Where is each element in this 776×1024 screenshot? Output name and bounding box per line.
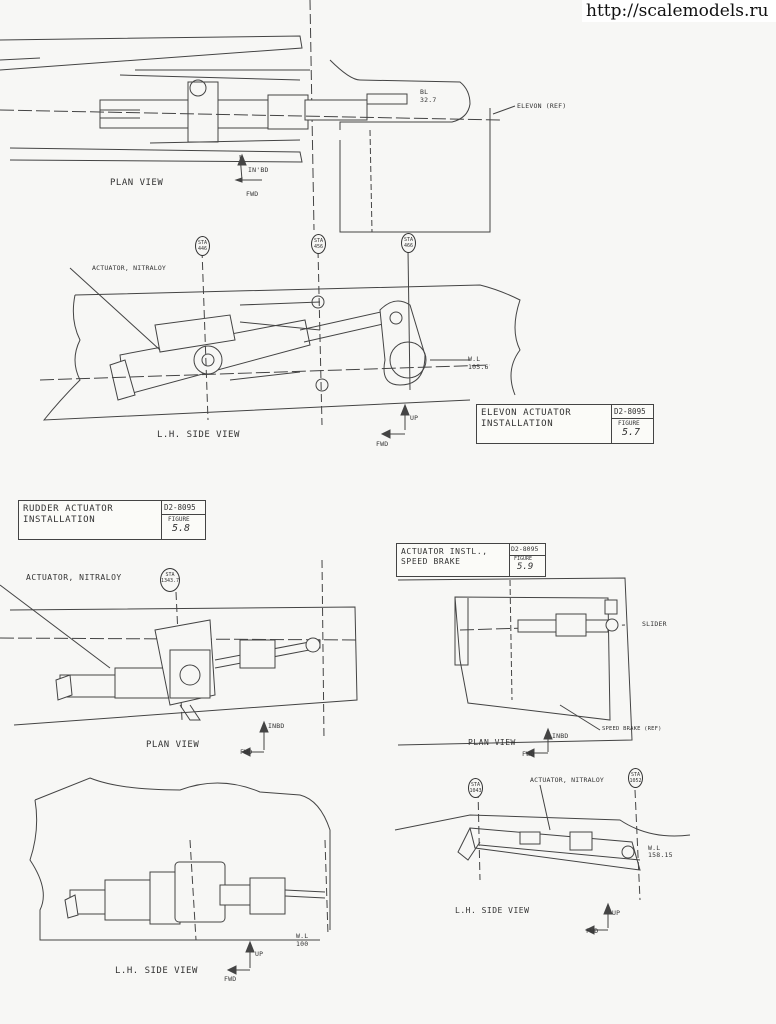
elevon-up-label: UP bbox=[410, 414, 419, 422]
speed-brake-title-text: ACTUATOR INSTL., SPEED BRAKE bbox=[401, 547, 488, 566]
rudder-actuator-label: ACTUATOR, NITRALOY bbox=[26, 573, 122, 582]
rudder-wl-label: W.L 100 bbox=[296, 932, 309, 948]
sta-1343-marker: STA 1343.7 bbox=[160, 568, 180, 592]
elevon-doc-number: D2-8095 bbox=[614, 407, 646, 416]
speed-brake-actuator-label: ACTUATOR, NITRALOY bbox=[530, 776, 605, 784]
speed-brake-figure-number: 5.9 bbox=[517, 562, 534, 572]
speed-brake-ref-label: SPEED BRAKE (REF) bbox=[602, 726, 662, 732]
rudder-side-view-drawing bbox=[30, 778, 330, 974]
speed-brake-side-view-label: L.H. SIDE VIEW bbox=[455, 906, 530, 915]
rudder-side-view-label: L.H. SIDE VIEW bbox=[115, 966, 198, 976]
rudder-fwd-label: FWD bbox=[240, 748, 253, 756]
elevon-fwd-side-label: FWD bbox=[376, 440, 389, 448]
speed-brake-plan-view-label: PLAN VIEW bbox=[468, 738, 516, 747]
sta-456-marker: STA 456 bbox=[311, 234, 326, 254]
elevon-figure-label: FIGURE bbox=[618, 420, 640, 427]
speed-brake-title-block bbox=[396, 543, 546, 577]
elevon-wl-label: W.L 105.6 bbox=[468, 355, 489, 371]
slider-label: SLIDER bbox=[642, 620, 667, 628]
elevon-ref-label: ELEVON (REF) bbox=[517, 102, 567, 110]
speed-brake-side-view-drawing bbox=[395, 785, 690, 934]
sta-1043-marker: STA 1043 bbox=[468, 778, 483, 798]
elevon-inbd-label: IN'BD bbox=[248, 166, 269, 174]
speed-brake-fwd-side-label: FWD bbox=[586, 927, 599, 935]
speed-brake-wl-label: W.L 158.15 bbox=[648, 844, 673, 859]
rudder-title-block bbox=[18, 500, 206, 540]
rudder-title-text: RUDDER ACTUATOR INSTALLATION bbox=[23, 504, 114, 525]
elevon-fwd-label: FWD bbox=[246, 190, 259, 198]
speed-brake-figure-label: FIGURE bbox=[514, 556, 533, 562]
rudder-figure-number: 5.8 bbox=[172, 523, 191, 534]
sta-466-marker: STA 466 bbox=[401, 233, 416, 253]
rudder-fwd-side-label: FWD bbox=[224, 975, 237, 983]
rudder-plan-view-drawing bbox=[0, 560, 360, 756]
sta-446-marker: STA 446 bbox=[195, 236, 210, 256]
watermark-url[interactable]: http://scalemodels.ru bbox=[582, 0, 776, 22]
rudder-up-label: UP bbox=[255, 950, 264, 958]
speed-brake-doc-number: D2-8095 bbox=[511, 545, 539, 553]
speed-brake-inbd-label: INBD bbox=[552, 732, 569, 740]
rudder-plan-view-label: PLAN VIEW bbox=[146, 740, 200, 750]
elevon-plan-view-label: PLAN VIEW bbox=[110, 178, 164, 188]
rudder-inbd-label: INBD bbox=[268, 722, 285, 730]
speed-brake-up-label: UP bbox=[612, 909, 621, 917]
sta-1052-marker: STA 1052 bbox=[628, 768, 643, 788]
elevon-actuator-label: ACTUATOR, NITRALOY bbox=[92, 264, 167, 272]
elevon-figure-number: 5.7 bbox=[622, 427, 641, 438]
elevon-side-view-label: L.H. SIDE VIEW bbox=[157, 430, 240, 440]
elevon-title-block bbox=[476, 404, 654, 444]
bl-label: BL 32.7 bbox=[420, 88, 437, 104]
rudder-figure-label: FIGURE bbox=[168, 516, 190, 523]
elevon-side-view-drawing bbox=[40, 250, 520, 438]
speed-brake-fwd-label: FWD bbox=[522, 750, 535, 758]
rudder-doc-number: D2-8095 bbox=[164, 503, 196, 512]
speed-brake-plan-view-drawing bbox=[398, 578, 632, 757]
elevon-title-text: ELEVON ACTUATOR INSTALLATION bbox=[481, 408, 572, 429]
